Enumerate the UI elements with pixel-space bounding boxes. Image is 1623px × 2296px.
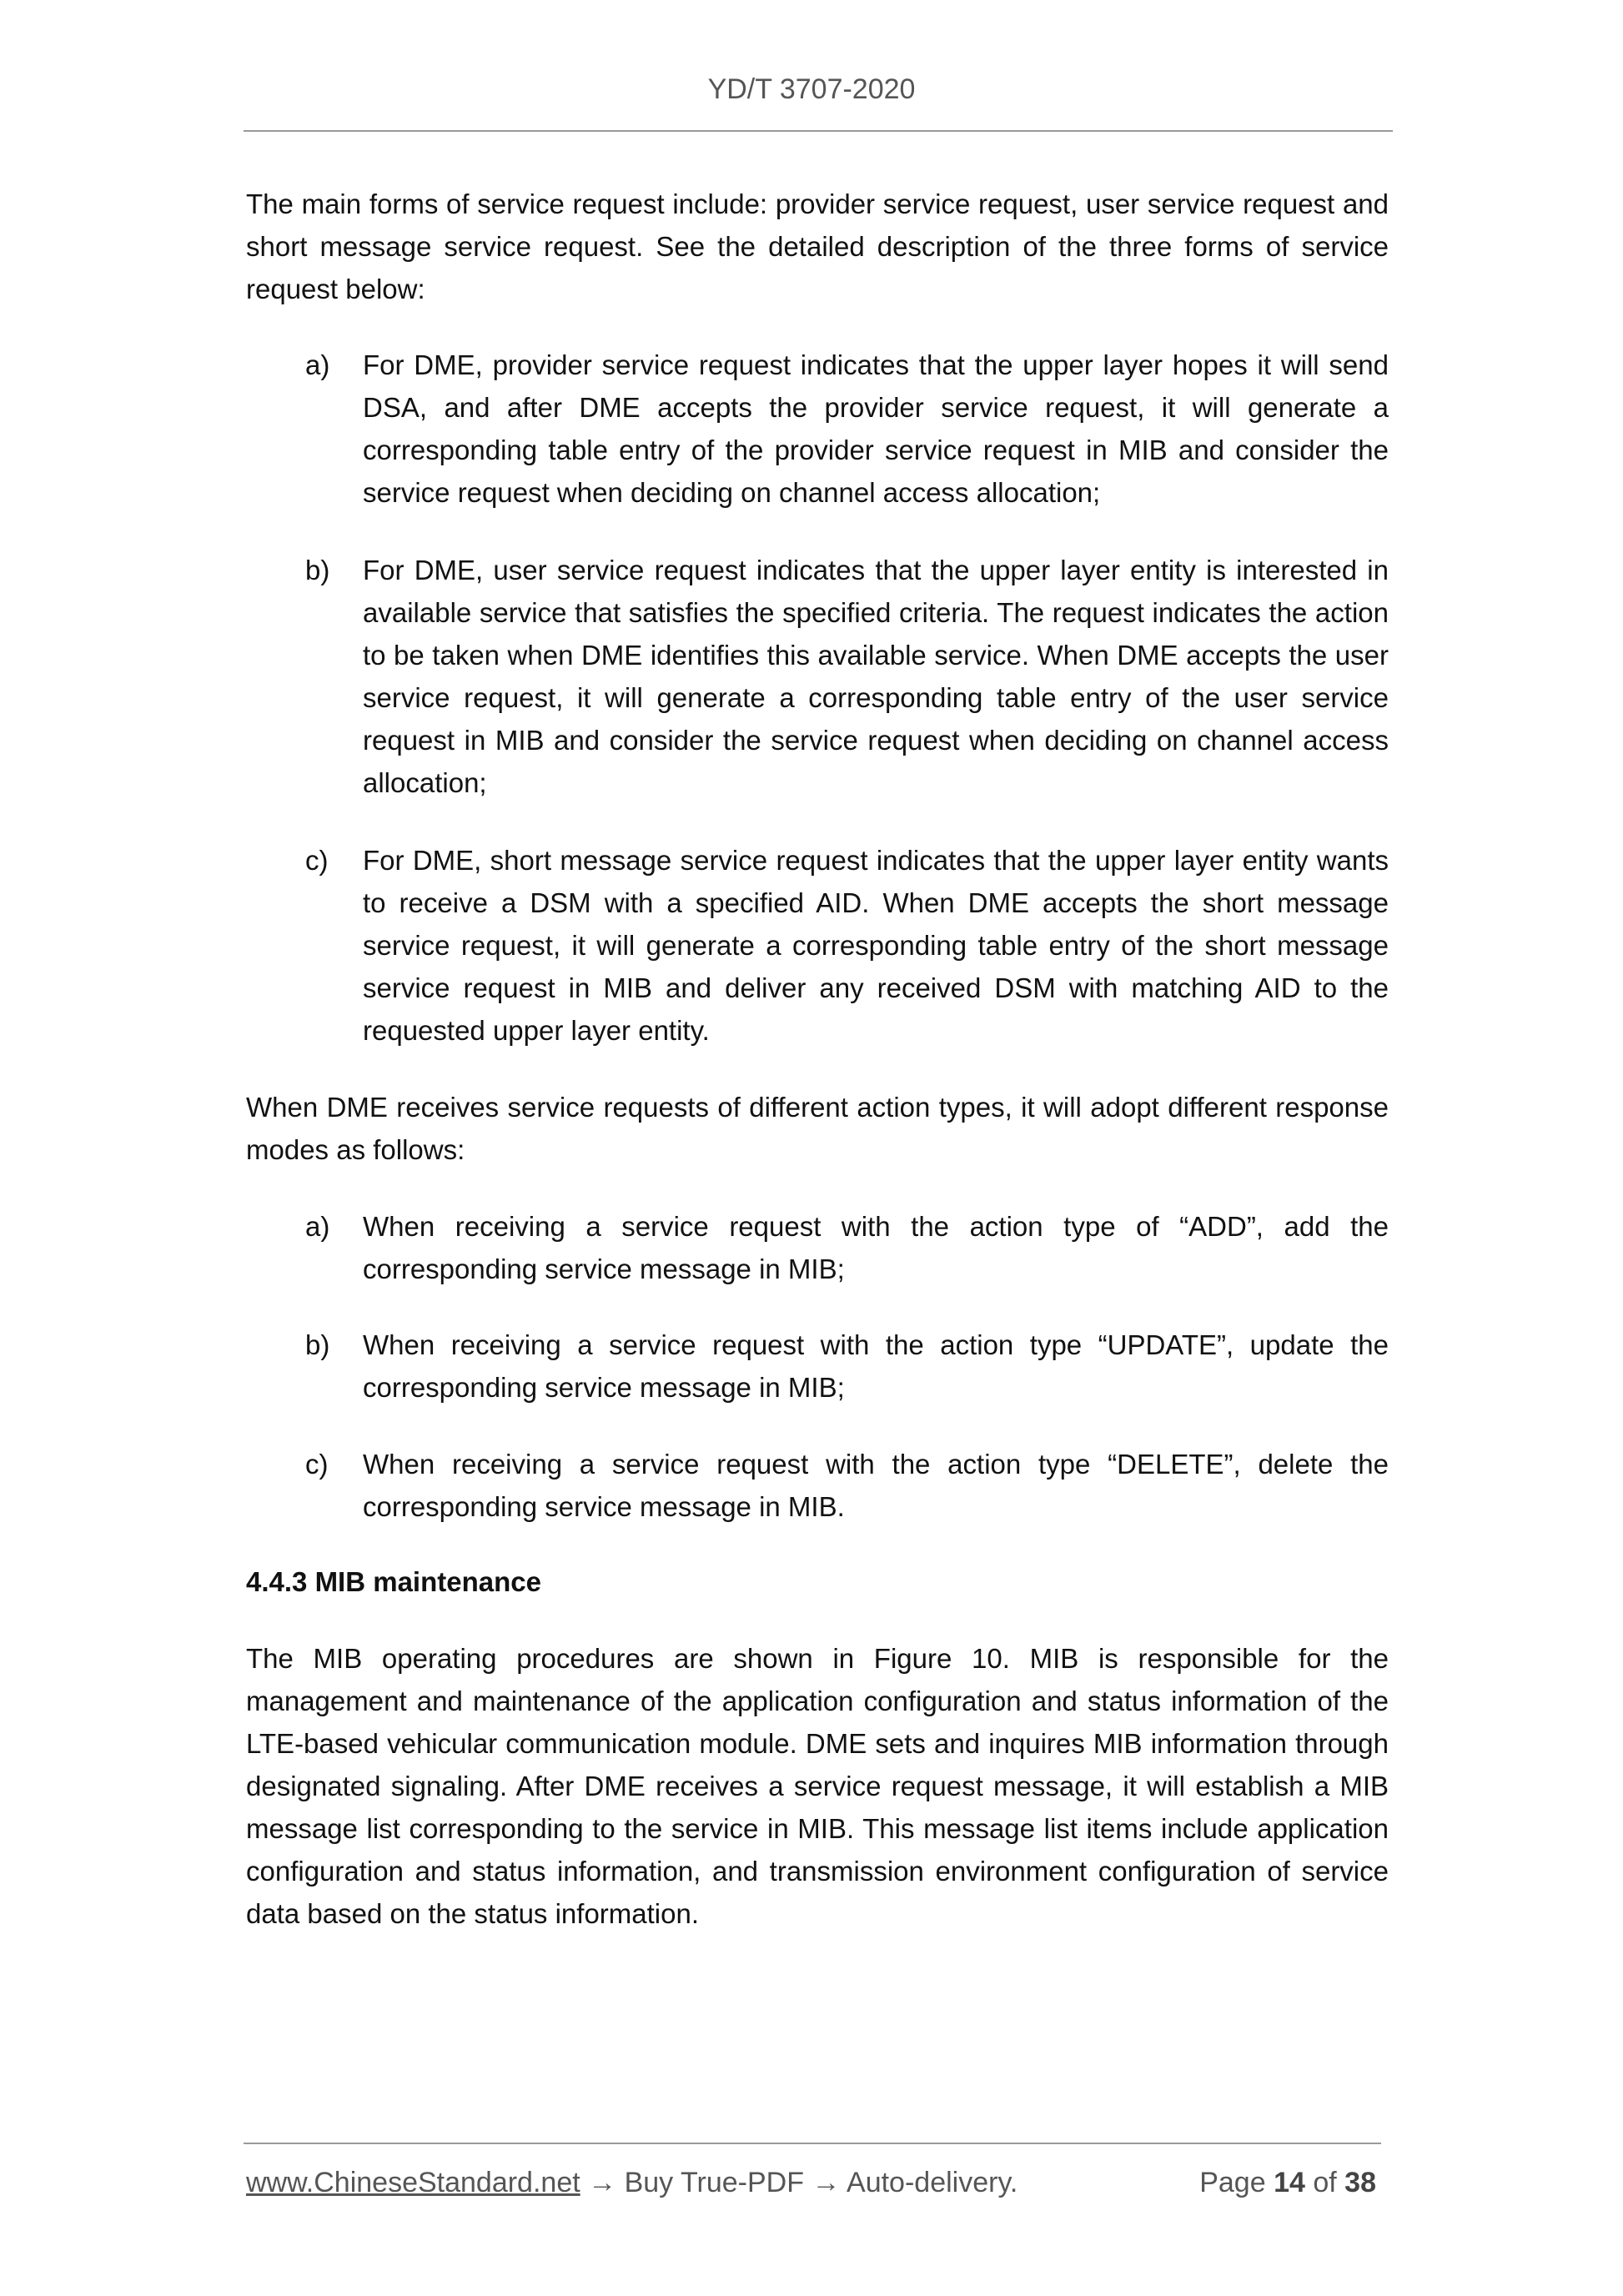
arrow-right-icon: → [588, 2167, 617, 2198]
response-item-c [305, 1443, 1389, 1528]
current-page: 14 [1274, 2167, 1305, 2198]
header-divider [244, 130, 1393, 132]
item-text: For DME, user service request indicates that the upper layer entity is interested in available service that satisfies the specified criteria. The request indicates the action to be taken when DME identifies this available service. When DME accepts the user service request, it will generate a corresponding table entry of the user service request in MIB and consider the service request when deciding on channel access allocation; [363, 555, 1389, 798]
item-text: When receiving a service request with the action type “UPDATE”, update the corresponding service message in MIB; [363, 1329, 1389, 1403]
response-intro-paragraph: When DME receives service requests of different action types, it will adopt different response modes as follows: [246, 1092, 1389, 1165]
item-text: When receiving a service request with the action type of “ADD”, add the corresponding service message in MIB; [363, 1211, 1389, 1284]
section-paragraph: The MIB operating procedures are shown in Figure 10. MIB is responsible for the management and maintenance of the application configuration and status information of the LTE-based vehicular communication module. DME sets and inquires MIB information through designated signaling. After DME receives a service request message, it will establish a MIB message list corresponding to the service in MIB. This message list items include application configuration and status information, and transmission environment configuration of service data based on the status information. [246, 1643, 1389, 1929]
arrow-right-icon: → [812, 2167, 841, 2198]
total-pages: 38 [1344, 2167, 1376, 2198]
item-text: When receiving a service request with the action type “DELETE”, delete the corresponding service message in MIB. [363, 1449, 1389, 1522]
footer-divider [244, 2143, 1381, 2144]
form-item-c [305, 839, 1389, 1052]
item-text: For DME, short message service request indicates that the upper layer entity wants to receive a DSM with a specified AID. When DME accepts the short message service request, it will generate a corresponding table entry of the short message service request in MIB and deliver any received DSM with matching AID to the requested upper layer entity. [363, 845, 1389, 1046]
page-number [1199, 2167, 1376, 2199]
footer [246, 2167, 1376, 2199]
item-label: c) [305, 845, 329, 876]
delivery-text: Auto-delivery. [847, 2167, 1018, 2198]
of-word: of [1313, 2167, 1337, 2198]
buy-text: Buy True-PDF [624, 2167, 804, 2198]
response-item-b [305, 1324, 1389, 1409]
form-item-a [305, 344, 1389, 514]
page-word: Page [1199, 2167, 1266, 2198]
item-label: a) [305, 1211, 330, 1242]
item-label: c) [305, 1449, 329, 1480]
section-heading: 4.4.3 MIB maintenance [246, 1566, 541, 1597]
item-text: For DME, provider service request indicates that the upper layer hopes it will send DSA, and after DME accepts the provider service request, it will generate a corresponding table entry of the provider service request in MIB and consider the service request when deciding on channel access allocation; [363, 349, 1389, 508]
item-label: a) [305, 349, 330, 380]
item-label: b) [305, 555, 330, 585]
website-link[interactable]: www.ChineseStandard.net [246, 2167, 580, 2198]
document-id-header: YD/T 3707-2020 [707, 73, 916, 105]
item-label: b) [305, 1329, 330, 1360]
intro-paragraph: The main forms of service request include: provider service request, user service request and short message service request. See the detailed description of the three forms of service request below: [246, 188, 1389, 304]
form-item-b [305, 549, 1389, 804]
response-item-a [305, 1205, 1389, 1290]
